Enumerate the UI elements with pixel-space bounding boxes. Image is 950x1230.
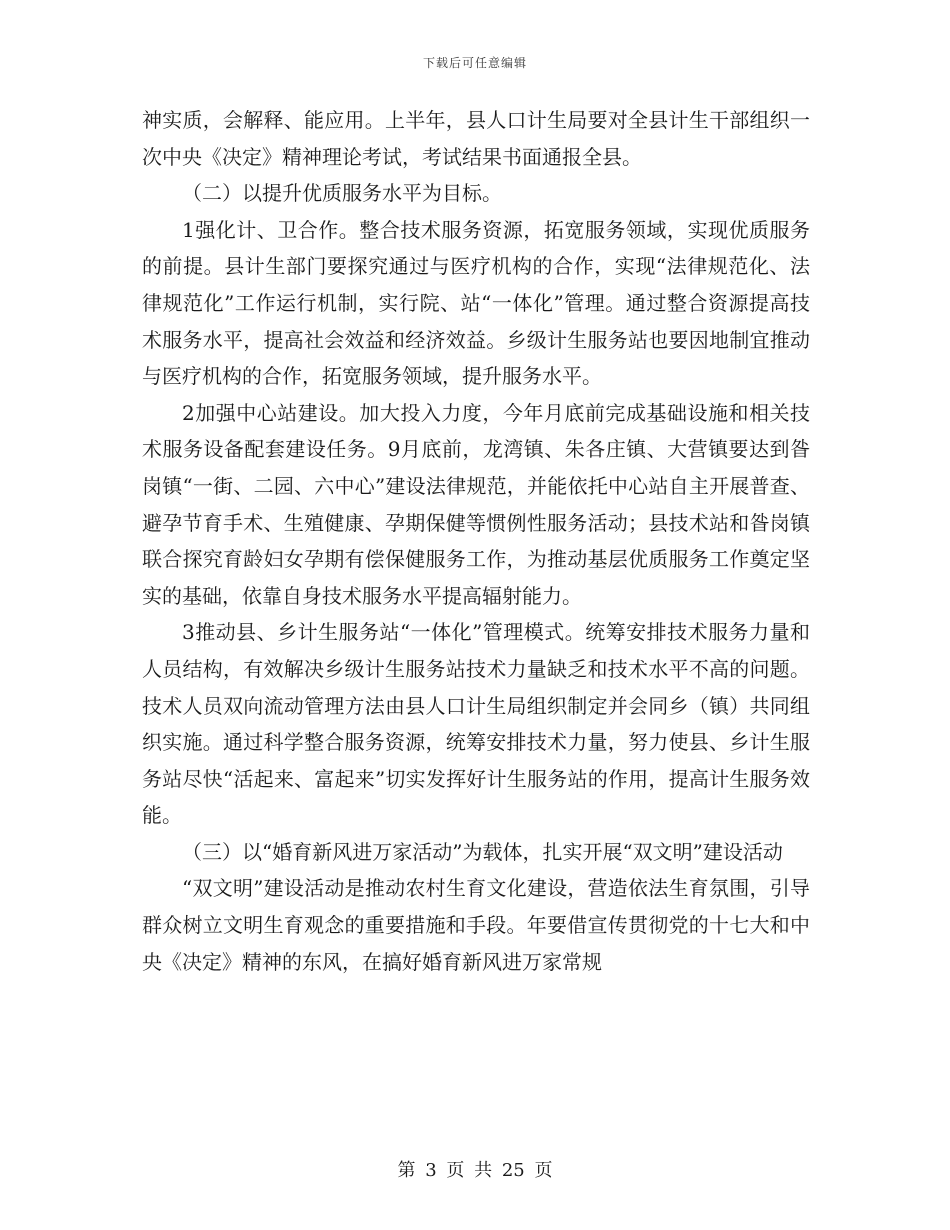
- page-number-footer: 第 3 页 共 25 页: [397, 1160, 553, 1181]
- paragraph-double-civilization: “双文明”建设活动是推动农村生育文化建设，营造依法生育氛围，引导群众树立文明生育观念的重要措施和手段。年要借宣传贯彻党的十七大和中央《决定》精神的东风，在搞好婚育新风进万家常规: [142, 876, 810, 974]
- paragraph-item-2: 2加强中心站建设。加大投入力度，今年月底前完成基础设施和相关技术服务设备配套建设任务。9月底前，龙湾镇、朱各庄镇、大营镇要达到昝岗镇“一街、二园、六中心”建设法律规范，并能依托中心站自主开展普查、避孕节育手术、生殖健康、孕期保健等惯例性服务活动；县技术站和昝岗镇联合探究育龄妇女孕期有偿保健服务工作，为推动基层优质服务工作奠定坚实的基础，依靠自身技术服务水平提高辐射能力。: [142, 400, 810, 608]
- document-body: [142, 102, 810, 980]
- header-note: 下载后可任意编辑: [422, 56, 527, 70]
- paragraph-item-3: 3推动县、乡计生服务站“一体化”管理模式。统筹安排技术服务力量和人员结构，有效解决乡级计生服务站技术力量缺乏和技术水平不高的问题。技术人员双向流动管理方法由县人口计生局组织制定并会同乡（镇）共同组织实施。通过科学整合服务资源，统筹安排技术力量，努力使县、乡计生服务站尽快“活起来、富起来”切实发挥好计生服务站的作用，提高计生服务效能。: [142, 620, 810, 828]
- paragraph-continuation: 神实质，会解释、能应用。上半年，县人口计生局要对全县计生干部组织一次中央《决定》精神理论考试，考试结果书面通报全县。: [142, 108, 810, 169]
- section-heading-two: （二）以提升优质服务水平为目标。: [182, 181, 502, 206]
- section-heading-three: （三）以“婚育新风进万家活动”为载体，扎实开展“双文明”建设活动: [182, 839, 783, 864]
- paragraph-item-1: 1强化计、卫合作。整合技术服务资源，拓宽服务领域，实现优质服务的前提。县计生部门要探究通过与医疗机构的合作，实现“法律规范化、法律规范化”工作运行机制，实行院、站“一体化”管理。通过整合资源提高技术服务水平，提高社会效益和经济效益。乡级计生服务站也要因地制宜推动与医疗机构的合作，拓宽服务领域，提升服务水平。: [142, 217, 810, 389]
